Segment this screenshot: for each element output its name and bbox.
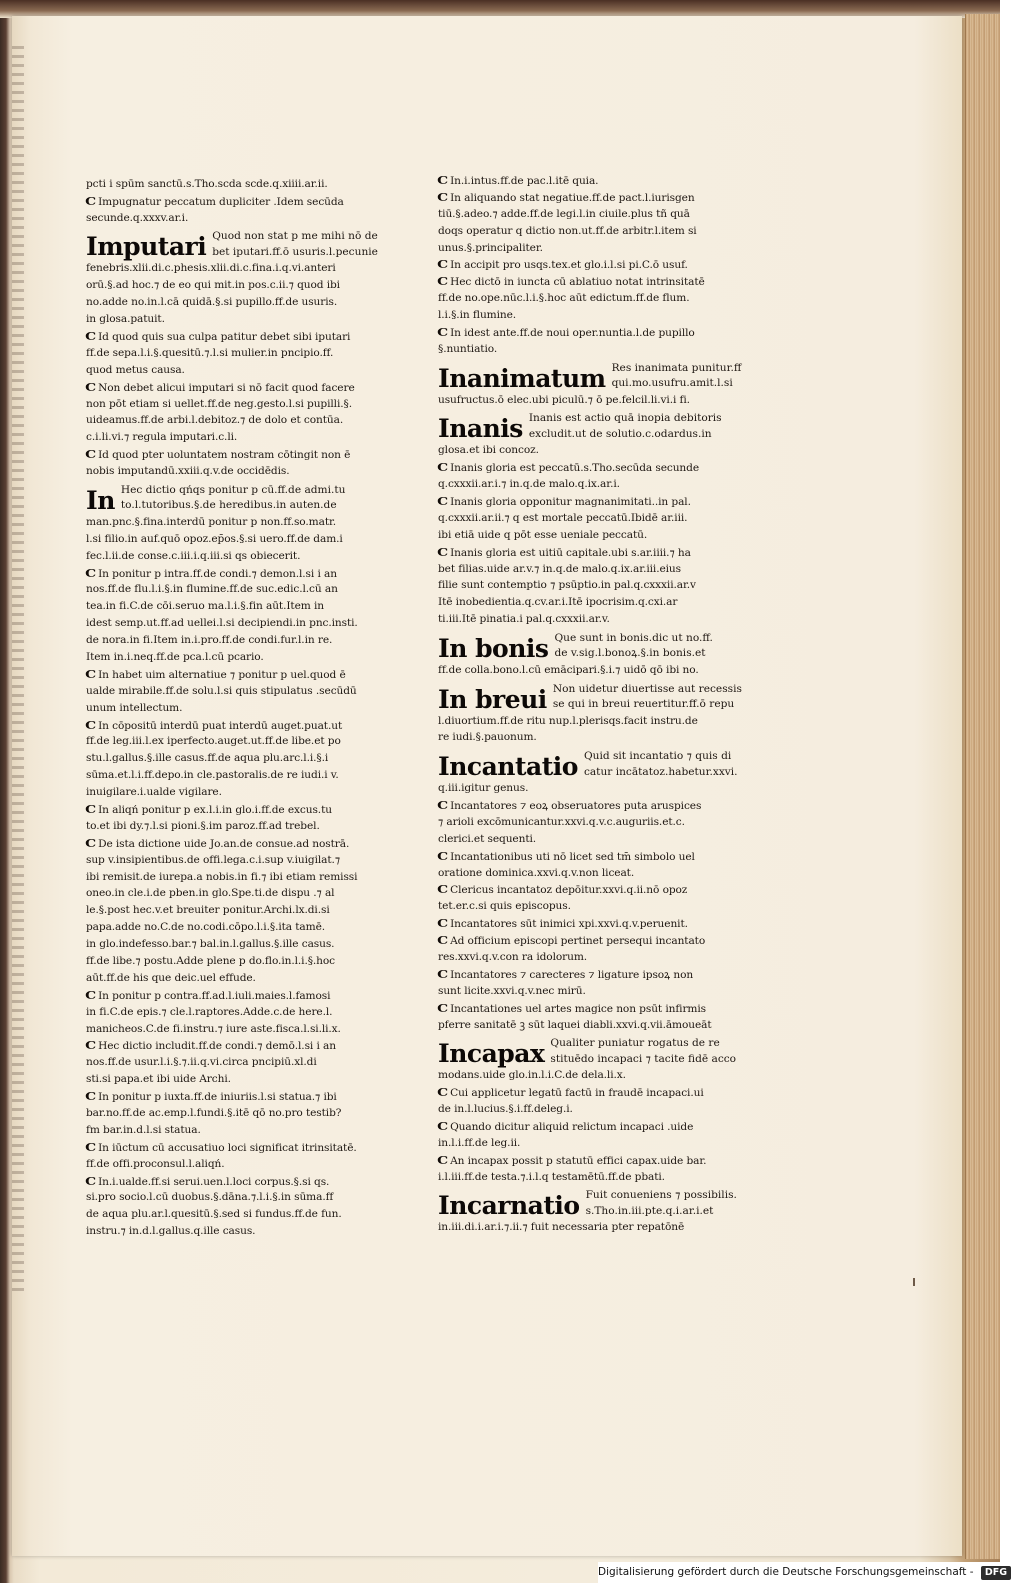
text-line: l.diuortium.ff.de ritu nup.l.plerisqs.facit instru.de — [438, 714, 698, 727]
text-line: unum intellectum. — [86, 701, 183, 714]
gloss-line: stituēdo incapaci ⁊ tacite fidē acco — [550, 1052, 737, 1065]
gloss-line: Que sunt in bonis.dic ut no.ff. — [554, 631, 713, 644]
gloss-line: Hec dictio qńqs ponitur p cū.ff.de admi.tu — [120, 483, 346, 496]
text-line: fenebris.xlii.di.c.phesis.xlii.di.c.fina.i.q.vi.anteri — [86, 262, 336, 275]
text-line: si.pro socio.l.cū duobus.§.dāna.⁊.l.i.§.in sūma.ff — [86, 1191, 334, 1204]
text-line: clerici.et sequenti. — [438, 832, 537, 845]
paragraph-start-line: C Inanis gloria est uitiū capitale.ubi s.ar.iiii.⁊ ha — [438, 544, 720, 561]
headword: Inanis — [438, 414, 523, 444]
paragraph-start-line: C In.i.ualde.ff.si serui.uen.l.loci corpus.§.si qs. — [86, 1173, 368, 1190]
text-line: ff.de leg.iii.l.ex iperfecto.auget.ut.ff.de libe.et po — [86, 735, 341, 748]
paragraph-start-line: C In ponitur p contra.ff.ad.l.iuli.maies.l.famosi — [86, 987, 368, 1004]
text-line: manicheos.C.de fi.instru.⁊ iure aste.fisca.l.si.li.x. — [86, 1022, 341, 1035]
paragraph-start-line: C Inanis gloria opponitur magnanimitati..in pal. — [438, 493, 720, 510]
text-line: ⁊ arioli excōmunicantur.xxvi.q.v.c.auguriis.et.c. — [438, 815, 685, 828]
text-line: sti.si papa.et ibi uide Archi. — [86, 1073, 231, 1086]
gloss-line: Res inanimata punitur.ff — [611, 361, 742, 374]
text-line: re iudi.§.pauonum. — [438, 731, 537, 744]
text-line: l.i.§.in flumine. — [438, 309, 517, 322]
headword: Incarnatio — [438, 1191, 580, 1221]
headword: In — [86, 485, 115, 515]
text-line: l.si filio.in auf.quō opoz.ep̄os.§.si uero.ff.de dam.i — [86, 532, 343, 545]
dfg-logo: DFG — [981, 1566, 1011, 1580]
text-line: fec.l.ii.de conse.c.iii.i.q.iii.si qs obiecerit. — [86, 549, 301, 562]
text-line: man.pnc.§.fina.interdū ponitur p non.ff.so.matr. — [86, 515, 337, 528]
heading-gloss — [121, 483, 346, 514]
paragraph-start-line: C Non debet alicui imputari si nō facit quod facere — [86, 379, 368, 396]
text-line: Item in.i.neq.ff.de pca.l.cū pcario. — [86, 650, 264, 663]
headword: Incapax — [438, 1039, 545, 1069]
entry-heading — [438, 1034, 737, 1069]
text-line: nos.ff.de flu.l.i.§.in flumine.ff.de suc.edic.l.cū an — [86, 583, 338, 596]
text-line: bet filias.uide ar.v.⁊ in.q.de malo.q.ix.ar.iii.eius — [438, 562, 681, 575]
text-line: nobis imputandū.xxiii.q.v.de occidēdis. — [86, 465, 290, 478]
page-mark — [913, 1278, 915, 1286]
heading-gloss — [586, 1188, 737, 1219]
text-line: no.adde no.in.l.cā quidā.§.si pupillo.ff.de usuris. — [86, 296, 338, 309]
text-line: doqs operatur q dictio non.ut.ff.de arbitr.l.item si — [438, 224, 697, 237]
text-line: res.xxvi.q.v.con ra idolorum. — [438, 951, 588, 964]
paragraph-start-line: C Incantatores ⁊ eoꝝ obseruatores puta aruspices — [438, 797, 720, 814]
gloss-line: Quid sit incantatio ⁊ quis di — [583, 750, 732, 763]
paragraph-start-line: C In accipit pro usqs.tex.et glo.i.l.si pi.C.ō usuf. — [438, 256, 720, 273]
digitization-credit — [598, 1562, 1008, 1583]
paragraph-start-line: C In ponitur p iuxta.ff.de iniuriis.l.si statua.⁊ ibi — [86, 1088, 368, 1105]
text-line: secunde.q.xxxv.ar.i. — [86, 211, 189, 224]
text-line: usufructus.ō elec.ubi piculū.⁊ ō pe.felcil.li.vi.i fi. — [438, 393, 690, 406]
text-line: oratione dominica.xxvi.q.v.non liceat. — [438, 866, 635, 879]
heading-gloss — [584, 749, 738, 780]
entry-heading — [438, 628, 720, 662]
paragraph-start-line: C An incapax possit p statutū effici capax.uide bar. — [438, 1152, 720, 1169]
text-line: in fi.C.de epis.⁊ cle.l.raptores.Adde.c.de here.l. — [86, 1005, 333, 1018]
paragraph-start-line: C In ponitur p intra.ff.de condi.⁊ demon.l.si i an — [86, 565, 368, 582]
text-line: de nora.in fi.Item in.i.pro.ff.de condi.fur.l.in re. — [86, 634, 333, 647]
heading-gloss — [554, 631, 712, 662]
text-line: non pōt etiam si uellet.ff.de neg.gesto.l.si pupilli.§. — [86, 397, 352, 410]
gloss-line: s.Tho.in.iii.pte.q.i.ar.i.et — [585, 1204, 714, 1217]
text-line: de in.l.lucius.§.i.ff.deleg.i. — [438, 1103, 573, 1116]
text-line: bar.no.ff.de ac.emp.l.fundi.§.itē qō no.pro testib? — [86, 1107, 342, 1120]
paragraph-start-line: C Incantatores ⁊ carecteres ⁊ ligature ipsoꝝ non — [438, 966, 720, 983]
heading-gloss — [550, 1036, 736, 1067]
text-line: i.l.iii.ff.de testa.⁊.i.l.q testamētū.ff.de pbati. — [438, 1170, 665, 1183]
gloss-line: de v.sig.l.bonoꝝ.§.in bonis.et — [554, 647, 706, 660]
headword: Incantatio — [438, 752, 578, 782]
text-line: glosa.et ibi concoz. — [438, 444, 539, 457]
text-line: pferre sanitatē ꝫ sūt laquei diabli.xxvi.q.vii.āmoueāt — [438, 1018, 712, 1031]
paragraph-start-line: C In habet uim alternatiue ⁊ ponitur p uel.quod ē — [86, 666, 368, 683]
headword: In breui — [438, 684, 547, 714]
headword: Inanimatum — [438, 363, 606, 393]
paragraph-start-line: C Cui applicetur legatū factū in fraudē incapaci.ui — [438, 1084, 720, 1101]
text-line: instru.⁊ in.d.l.gallus.q.ille casus. — [86, 1225, 256, 1238]
gloss-line: Non uidetur diuertisse aut recessis — [552, 682, 742, 695]
text-line: in glo.indefesso.bar.⁊ bal.in.l.gallus.§.ille casus. — [86, 938, 335, 951]
text-line: idest semp.ut.ff.ad uellei.l.si decipiendi.in pnc.insti. — [86, 617, 358, 630]
text-line: ff.de libe.⁊ postu.Adde plene p do.flo.in.l.i.§.hoc — [86, 955, 336, 967]
headword: Imputari — [86, 232, 207, 262]
text-line: modans.uide glo.in.l.i.C.de dela.li.x. — [438, 1069, 626, 1082]
paragraph-start-line: C In iūctum cū accusatiuo loci significat itrinsitatē. — [86, 1139, 368, 1156]
entry-heading — [438, 408, 720, 442]
headword: In bonis — [438, 633, 549, 663]
text-line: ti.iii.Itē pinatia.i pal.q.cxxxii.ar.v. — [438, 613, 610, 626]
entry-heading — [86, 480, 368, 514]
text-line: in glosa.patuit. — [86, 313, 165, 326]
text-line: papa.adde no.C.de no.codi.cōpo.l.i.§.ita tamē. — [86, 921, 326, 934]
text-line: in.iii.di.i.ar.i.⁊.ii.⁊ fuit necessaria pter repatōnē — [438, 1221, 685, 1234]
text-line: ualde mirabile.ff.de solu.l.si quis stipulatus .secūdū — [86, 684, 357, 697]
text-line: unus.§.principaliter. — [438, 241, 543, 254]
paragraph-start-line: C Hec dictō in iuncta cū ablatiuo notat intrinsitatē — [438, 273, 720, 290]
paragraph-start-line: C In idest ante.ff.de noui oper.nuntia.l.de pupillo — [438, 324, 720, 341]
gloss-line: Quod non stat p me mihi nō de — [212, 230, 378, 243]
gloss-line: catur incātatoz.habetur.xxvi. — [583, 765, 738, 778]
text-line: uideamus.ff.de arbi.l.debitoz.⁊ de dolo et contūa. — [86, 414, 344, 427]
text-line: q.cxxxii.ar.ii.⁊ q est mortale peccatū.Ibidē ar.iii. — [438, 511, 688, 524]
text-line: inuigilare.i.ualde vigilare. — [86, 786, 222, 799]
text-line: ff.de sepa.l.i.§.quesitū.⁊.l.si mulier.in pncipio.ff. — [86, 346, 334, 359]
text-line: in.l.i.ff.de leg.ii. — [438, 1136, 521, 1149]
text-line: sunt licite.xxvi.q.v.nec mirū. — [438, 984, 586, 997]
gloss-line: to.l.tutoribus.§.de heredibus.in auten.de — [120, 499, 337, 512]
paragraph-start-line: C In cōpositū interdū puat interdū auget.puat.ut — [86, 717, 368, 734]
gloss-line: qui.mo.usufru.amit.l.si — [611, 377, 733, 390]
paragraph-start-line: C Hec dictio includit.ff.de condi.⁊ demō.l.si i an — [86, 1037, 368, 1054]
heading-gloss — [553, 682, 742, 713]
text-line: tiū.§.adeo.⁊ adde.ff.de legi.l.in ciuile.plus tñ quā — [438, 207, 690, 220]
text-line: §.nuntiatio. — [438, 342, 498, 355]
text-line: de aqua plu.ar.l.quesitū.§.sed si fundus.ff.de fun. — [86, 1208, 342, 1221]
entry-heading — [86, 227, 378, 262]
paragraph-start-line: C Incantationes uel artes magice non psūt infirmis — [438, 1000, 720, 1017]
paragraph-start-line: C In aliquando stat negatiue.ff.de pact.l.iurisgen — [438, 189, 720, 206]
credit-text: Digitalisierung gefördert durch die Deutsche Forschungsgemeinschaft - — [598, 1566, 974, 1578]
entry-heading — [438, 746, 738, 782]
entry-heading — [438, 1186, 737, 1221]
heading-gloss — [612, 361, 742, 392]
paragraph-start-line: C De ista dictione uide Jo.an.de consue.ad nostrā. — [86, 835, 368, 852]
paragraph-start-line: C Id quod quis sua culpa patitur debet sibi iputari — [86, 328, 368, 345]
paragraph-start-line: C In.i.intus.ff.de pac.l.itē quia. — [438, 172, 720, 189]
text-line: ff.de no.ope.nūc.l.i.§.hoc aūt edictum.ff.de flum. — [438, 292, 690, 305]
right-text-column — [438, 172, 742, 1236]
page-stack-edges — [965, 14, 1000, 1559]
text-line: ff.de colla.bono.l.cū emācipari.§.i.⁊ uidō qō ibi no. — [438, 663, 699, 676]
text-line: le.§.post hec.v.et breuiter ponitur.Archi.lx.di.si — [86, 904, 330, 917]
paragraph-start-line: C Ad officium episcopi pertinet persequi incantato — [438, 932, 720, 949]
paragraph-start-line: C Incantatores sūt inimici xpi.xxvi.q.v.peruenit. — [438, 915, 720, 932]
text-line: ff.de offi.proconsul.l.aliqń. — [86, 1157, 225, 1170]
heading-gloss — [212, 229, 378, 260]
text-line: pcti i spūm sanctū.s.Tho.scda scde.q.xiiii.ar.ii. — [86, 178, 328, 190]
gloss-line: Inanis est actio quā inopia debitoris — [528, 412, 722, 425]
heading-gloss — [529, 411, 722, 442]
text-line: stu.l.gallus.§.ille casus.ff.de aqua plu.arc.l.i.§.i — [86, 752, 329, 765]
gloss-line: Qualiter puniatur rogatus de re — [550, 1037, 720, 1050]
paragraph-start-line: C Incantationibus uti nō licet sed tm̄ simbolo uel — [438, 848, 720, 865]
text-line: to.et ibi dy.⁊.l.si pioni.§.im paroz.ff.ad trebel. — [86, 819, 320, 832]
text-line: ibi etiā uide q pōt esse ueniale peccatū. — [438, 528, 648, 541]
paragraph-start-line: C Inanis gloria est peccatū.s.Tho.secūda secunde — [438, 459, 720, 476]
text-line: filie sunt contemptio ⁊ psūptio.in pal.q.cxxxii.ar.v — [438, 579, 696, 592]
text-line: sūma.et.l.i.ff.depo.in cle.pastoralis.de re iudi.i v. — [86, 769, 339, 782]
entry-heading — [438, 679, 742, 714]
text-line: tet.er.c.si quis episcopus. — [438, 900, 571, 913]
paragraph-start-line: C Impugnatur peccatum dupliciter .Idem secūda — [86, 193, 368, 210]
paragraph-start-line: C Id quod pter uoluntatem nostram cōtingit non ē — [86, 446, 368, 463]
text-line: q.iii.igitur genus. — [438, 782, 529, 795]
bleed-through-margin — [12, 46, 24, 1296]
paragraph-start-line: C Quando dicitur aliquid relictum incapaci .uide — [438, 1118, 720, 1135]
paragraph-start-line: C Clericus incantatoz depōitur.xxvi.q.ii.nō opoz — [438, 881, 720, 898]
gloss-line: Fuit conueniens ⁊ possibilis. — [585, 1189, 737, 1202]
text-line: q.cxxxii.ar.i.⁊ in.q.de malo.q.ix.ar.i. — [438, 478, 620, 491]
text-line: fm bar.in.d.l.si statua. — [86, 1123, 201, 1136]
text-line: orū.§.ad hoc.⁊ de eo qui mit.in pos.c.ii.⁊ quod ibi — [86, 279, 340, 292]
text-line: sup v.insipientibus.de offi.lega.c.i.sup v.iuigilat.⁊ — [86, 853, 340, 866]
text-line: aūt.ff.de his que deic.uel effude. — [86, 971, 256, 984]
entry-heading — [438, 358, 742, 393]
text-line: ibi remisit.de iurepa.a nobis.in fi.⁊ ibi etiam remissi — [86, 870, 358, 883]
paragraph-start-line: C In aliqń ponitur p ex.l.i.in glo.i.ff.de excus.tu — [86, 801, 368, 818]
text-line: Itē inobedientia.q.cv.ar.i.Itē ipocrisim.q.cxi.ar — [438, 596, 678, 609]
text-line: nos.ff.de usur.l.i.§.⁊.ii.q.vi.circa pncipiū.xl.di — [86, 1056, 317, 1069]
text-line: tea.in fi.C.de cōi.seruo ma.l.i.§.fin aūt.Item in — [86, 600, 324, 613]
left-text-column — [86, 176, 378, 1240]
text-line: quod metus causa. — [86, 363, 185, 376]
gloss-line: se qui in breui reuertitur.ff.ō repu — [552, 698, 735, 711]
text-line: oneo.in cle.i.de pben.in glo.Spe.ti.de dispu .⁊ al — [86, 887, 335, 900]
gloss-line: excludit.ut de solutio.c.odardus.in — [528, 427, 712, 440]
text-line: c.i.li.vi.⁊ regula imputari.c.li. — [86, 431, 238, 444]
gloss-line: bet iputari.ff.ō usuris.l.pecunie — [212, 245, 378, 258]
